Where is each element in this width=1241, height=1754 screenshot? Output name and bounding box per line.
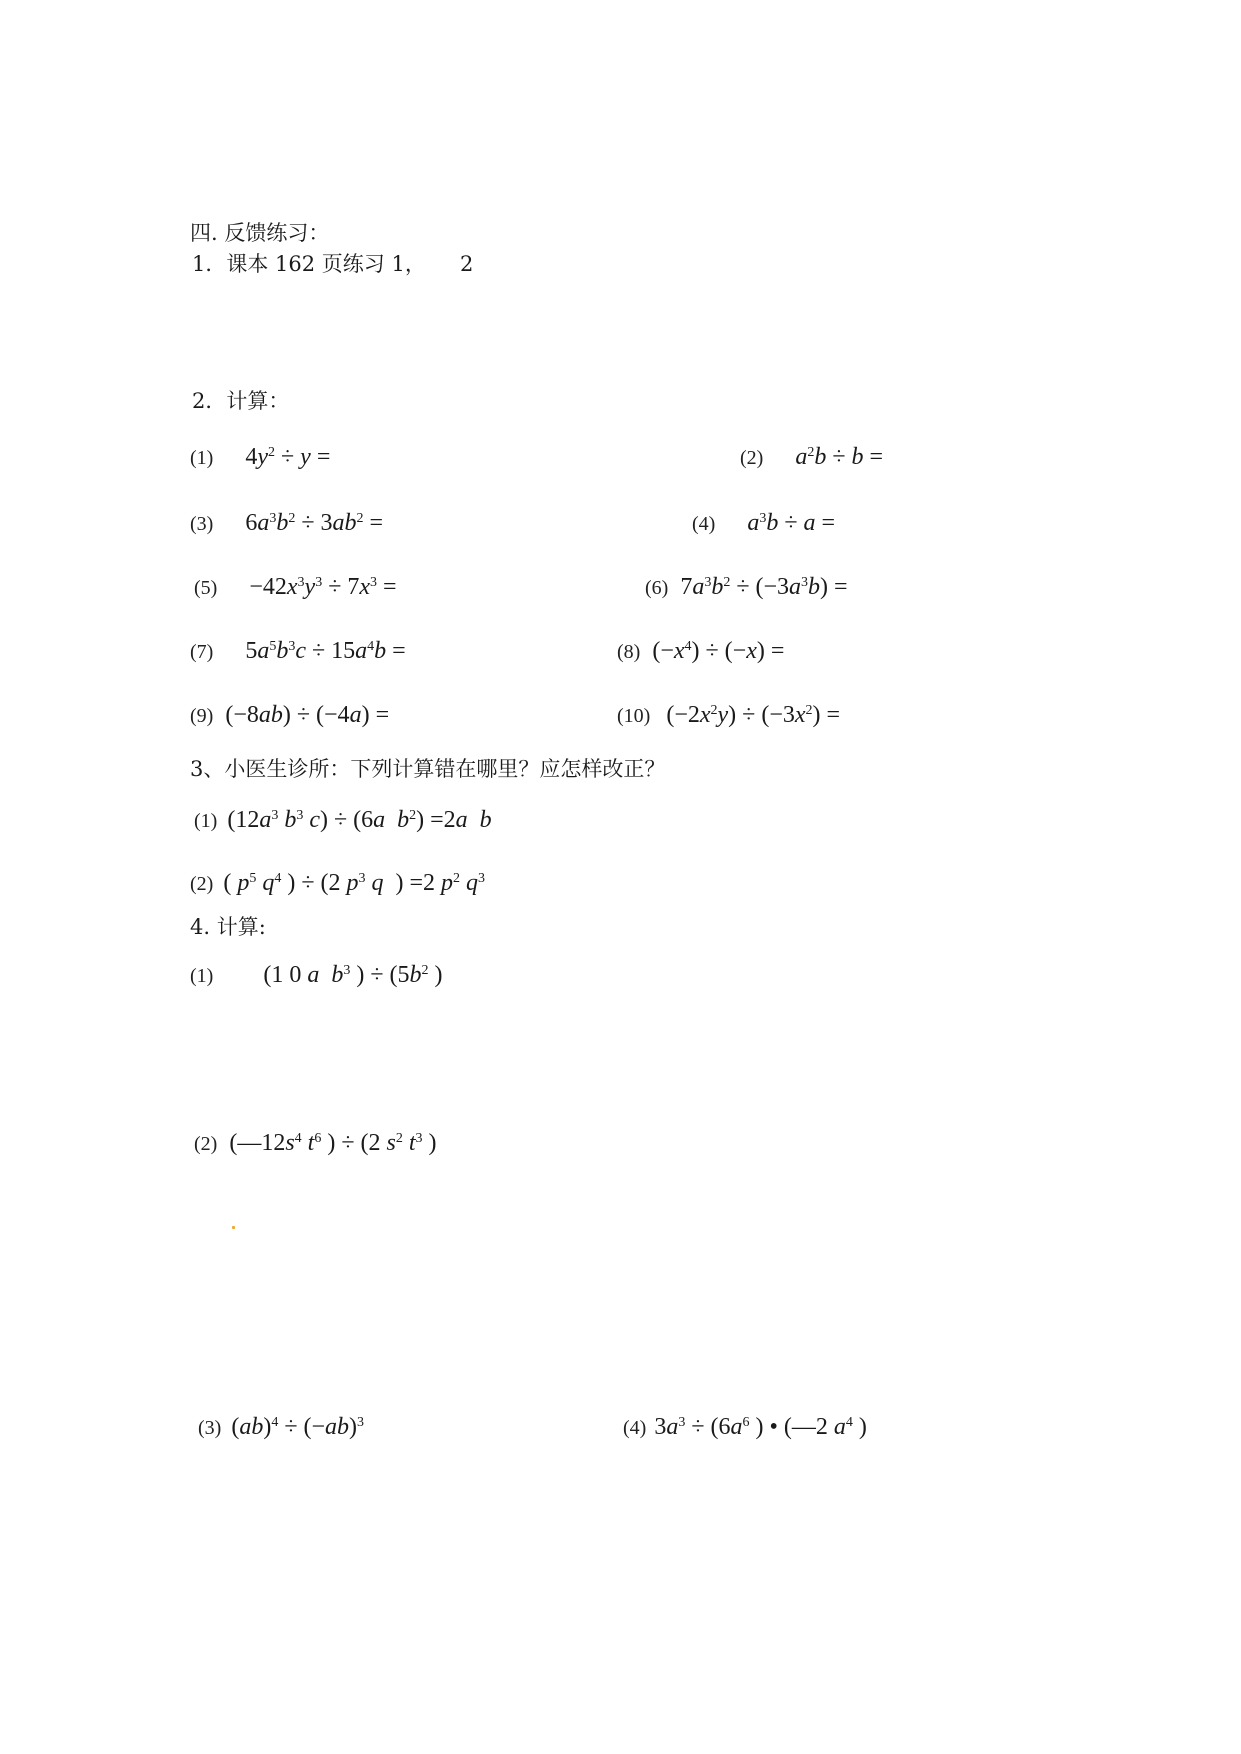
q3-item-2: [190, 868, 485, 899]
q2-item-10-tag: (10): [617, 705, 651, 727]
q4-title: 4. 计算:: [190, 915, 266, 939]
q2-item-2-tag: (2): [740, 447, 764, 469]
q2-item-3: [190, 508, 383, 539]
q4-item-3-tag: (3): [198, 1417, 222, 1439]
section-title: 四. 反馈练习：: [190, 221, 330, 245]
q4-item-3-expr: $(ab)^4 \div (-ab)^3$: [231, 1414, 365, 1440]
q3-title: 3、小医生诊所：下列计算错在哪里？应怎样改正？: [190, 757, 666, 781]
q4-item-1-expr: (1 0 a $b^3$ ) ÷ ($5b^2$ ): [263, 962, 443, 988]
q2-item-2: [740, 442, 883, 473]
q4-item-2: [194, 1128, 437, 1159]
q2-item-5-expr: $-42x^3y^3 \div 7x^3$ =: [249, 574, 397, 600]
q4-item-4-expr: $3a^3 \div (6a^6$ ) • (—2 $a^4$ ): [654, 1414, 867, 1440]
q2-item-7: [190, 636, 406, 667]
q1-label: 1．课本 162 页练习 1，: [192, 252, 426, 276]
q2-item-3-tag: (3): [190, 513, 214, 535]
q2-item-9-expr: (−8ab) ÷ (−4a) =: [225, 702, 390, 728]
q2-item-5: [194, 572, 397, 603]
q4-item-3: [198, 1412, 364, 1443]
q2-item-4-expr: $a^3b \div a$ =: [747, 510, 836, 536]
q2-item-6-expr: $7a^3b^2 \div (-3a^3b)$ =: [680, 574, 848, 600]
q3-item-2-tag: (2): [190, 873, 214, 895]
q2-item-7-expr: $5a^5b^3c \div 15a^4b$ =: [245, 638, 406, 664]
q2-item-1-expr: $4y^2 \div y$ =: [245, 444, 331, 470]
marker-dot: [232, 1226, 235, 1229]
q2-item-10: [617, 700, 840, 731]
q2-item-8: [617, 636, 784, 667]
q1-extra: 2: [460, 252, 474, 276]
q2-item-4-tag: (4): [692, 513, 716, 535]
q4-item-2-expr: ($—12s^4$ $t^6$ ) ÷ (2 $s^2$ $t^3$ ): [229, 1130, 437, 1156]
q3-item-1-tag: (1): [194, 810, 218, 832]
q4-item-1-tag: (1): [190, 965, 214, 987]
q2-item-8-tag: (8): [617, 641, 641, 663]
q3-item-2-expr: ( $p^5$ $q^4$ ) ÷ (2 $p^3$ q ) =2 $p^2$ $q^3$: [223, 870, 486, 896]
q2-item-1: [190, 442, 330, 473]
q2-item-5-tag: (5): [194, 577, 218, 599]
q2-item-1-tag: (1): [190, 447, 214, 469]
q2-title: 2．计算：: [192, 389, 290, 413]
q4-item-2-tag: (2): [194, 1133, 218, 1155]
q2-item-7-tag: (7): [190, 641, 214, 663]
q4-item-4-tag: (4): [623, 1417, 647, 1439]
q2-item-3-expr: $6a^3b^2 \div 3ab^2$ =: [245, 510, 384, 536]
q2-item-10-expr: $(-2x^2y) \div (-3x^2)$ =: [666, 702, 841, 728]
q4-item-1: [190, 960, 442, 991]
q4-item-4: [623, 1412, 867, 1443]
q2-item-6: [645, 572, 848, 603]
q3-item-1-expr: ($12a^3$ $b^3$ c) ÷ (6a $b^2) =2a$ b: [227, 807, 492, 833]
q2-item-9-tag: (9): [190, 705, 214, 727]
q2-item-8-expr: $(-x^4) \div (-x)$ =: [652, 638, 785, 664]
q2-item-6-tag: (6): [645, 577, 669, 599]
q2-item-9: [190, 700, 389, 731]
q2-item-2-expr: $a^2b \div b$ =: [795, 444, 884, 470]
q2-item-4: [692, 508, 835, 539]
q3-item-1: [194, 805, 492, 836]
